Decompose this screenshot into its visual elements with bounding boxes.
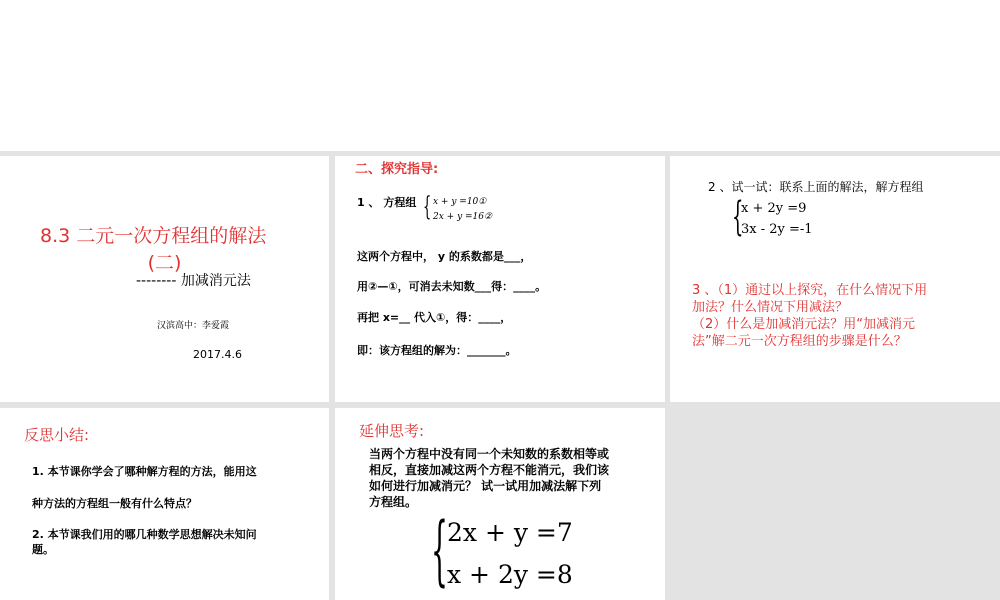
slide-thumbnail-3[interactable] <box>670 156 1000 402</box>
slide4-q2-line2: 题。 <box>32 543 54 556</box>
slide5-heading: 延伸思考: <box>359 422 425 440</box>
empty-grid-cell <box>670 408 1000 600</box>
slide2-line1: 这两个方程中， y 的系数都是___， <box>357 250 532 263</box>
slide-thumbnail-5[interactable] <box>335 408 665 600</box>
slide5-body-line3: 如何进行加减消元？ 试一试用加减法解下列 <box>369 479 602 493</box>
slide3-item3-line2: 加法？什么情况下用减法？ <box>692 300 849 315</box>
slide5-body-line4: 方程组。 <box>369 495 418 509</box>
slide4-q1-line1: 1. 本节课你学会了哪种解方程的方法，能用这 <box>32 465 257 478</box>
left-brace-symbol: { <box>732 194 744 240</box>
slide3-eq1: x + 2y =9 <box>741 201 807 216</box>
slide2-equation-system <box>423 194 503 226</box>
slide2-line2: 用②—①，可消去未知数___得：____。 <box>357 280 547 293</box>
slide2-line4: 即：该方程组的解为：_______。 <box>357 344 517 357</box>
slide3-eq2: 3x - 2y =-1 <box>741 222 813 237</box>
slide3-item3-line3: （2）什么是加减消元法？用“加减消元 <box>692 317 916 332</box>
slide2-line3: 再把 x=__ 代入①，得：____， <box>357 311 512 324</box>
slide1-date: 2017.4.6 <box>193 348 242 361</box>
slide2-eq1: x + y =10① <box>433 197 487 207</box>
slide5-eq1: 2x + y =7 <box>447 518 573 547</box>
slide1-subtitle: -------- 加减消元法 <box>136 273 251 289</box>
slide3-item3-line4: 法”解二元一次方程组的步骤是什么？ <box>692 334 907 349</box>
slide-thumbnail-2[interactable] <box>335 156 665 402</box>
slide4-q2-line1: 2. 本节课我们用的哪几种数学思想解决未知问 <box>32 528 257 541</box>
slide2-heading: 二、探究指导: <box>355 162 439 177</box>
slide1-author: 汉滨高中：李爱霞 <box>157 321 230 331</box>
left-brace-symbol: { <box>431 505 448 594</box>
slide4-q1-line2: 种方法的方程组一般有什么特点？ <box>32 497 197 510</box>
slide1-title-part2: (二) <box>147 252 182 274</box>
slide5-equation-system <box>431 505 583 598</box>
slide-thumbnail-1[interactable] <box>0 156 329 402</box>
slide4-heading: 反思小结: <box>24 426 90 444</box>
slide2-item1-label: 1 、 方程组 <box>357 196 417 209</box>
slide3-equation-system <box>732 194 852 244</box>
slide5-body <box>369 446 631 510</box>
top-blank-area <box>0 0 1000 151</box>
slide5-body-line1: 当两个方程中没有同一个未知数的系数相等或 <box>369 447 610 461</box>
left-brace-symbol: { <box>423 192 432 222</box>
slide2-eq2: 2x + y =16② <box>433 212 493 222</box>
slide3-item2: 2 、试一试：联系上面的解法，解方程组 <box>708 180 924 194</box>
slide5-eq2: x + 2y =8 <box>447 560 573 589</box>
slide3-item3-line1: 3 、（1）通过以上探究，在什么情况下用 <box>692 283 928 298</box>
slide1-title: 8.3 二元一次方程组的解法 <box>40 225 267 247</box>
slide-thumbnail-4[interactable] <box>0 408 329 600</box>
slide5-body-line2: 相反，直接加减这两个方程不能消元，我们该 <box>369 463 610 477</box>
